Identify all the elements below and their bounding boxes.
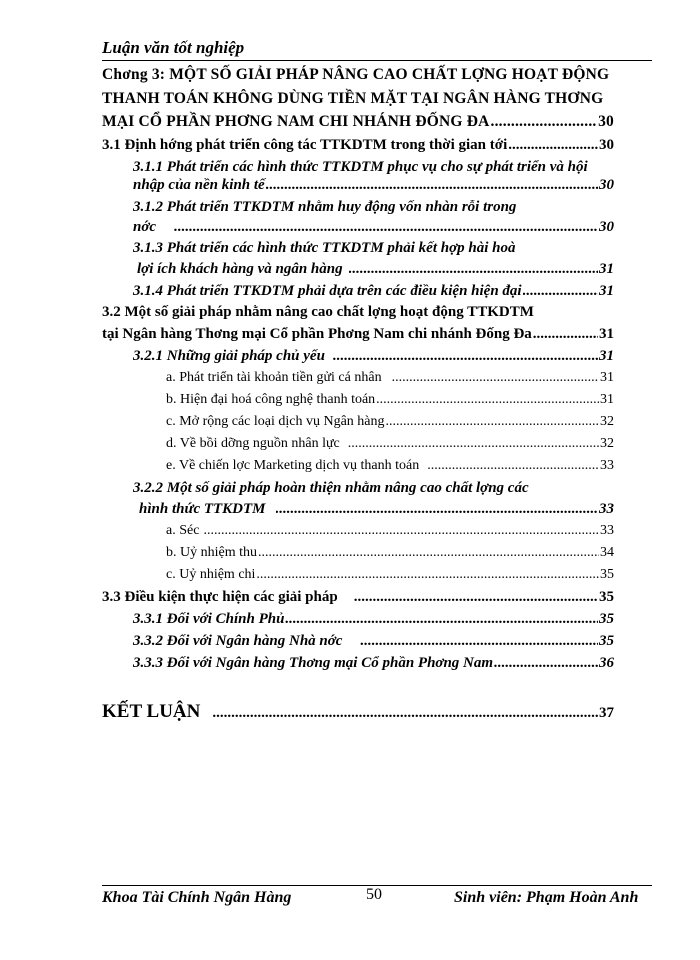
toc-entry-3-2-line-1[interactable]: 3.2 Một số giải pháp nhằm nâng cao chất lợng hoạt động TTKDTM	[102, 304, 534, 320]
toc-entry-label: a. Séc	[166, 523, 200, 538]
leader-dots	[348, 436, 599, 452]
toc-entry-3-2-2-line-1[interactable]: 3.2.2 Một số giải pháp hoàn thiện nhằm nâng cao chất lợng các	[133, 480, 529, 496]
toc-entry-3-2-1-d[interactable]	[166, 436, 614, 452]
toc-entry-3-1-3[interactable]	[137, 261, 614, 278]
leader-dots	[258, 545, 599, 561]
chapter-heading-text: MẠI CỔ PHẦN PHƠNG NAM CHI NHÁNH ĐỐNG ĐA	[102, 113, 490, 130]
toc-entry-label: 3.2.1 Những giải pháp chủ yếu	[133, 348, 325, 364]
page-number: 33	[599, 501, 614, 517]
leader-dots	[427, 458, 599, 474]
toc-entry-3-3-2[interactable]	[133, 633, 614, 650]
toc-entry-3-2-2-a[interactable]	[166, 523, 614, 539]
page-number: 30	[599, 177, 614, 193]
leader-dots	[354, 589, 598, 606]
page-number: 31	[599, 261, 614, 277]
page-number: 35	[600, 567, 614, 582]
footer-student: Sinh viên: Phạm Hoàn Anh	[454, 889, 639, 906]
page-number: 31	[599, 283, 614, 299]
page-number: 32	[600, 436, 614, 451]
toc-entry-label: a. Phát triển tài khoản tiền gửi cá nhân	[166, 370, 382, 385]
page-number: 30	[598, 113, 614, 130]
toc-entry-3-3-3[interactable]	[133, 655, 614, 672]
leader-dots	[349, 261, 598, 278]
toc-entry-3-2-1-a[interactable]	[166, 370, 614, 386]
chapter-heading-line-2: THANH TOÁN KHÔNG DÙNG TIỀN MẶT TẠI NGÂN HÀNG THƠNG	[102, 90, 604, 107]
leader-dots	[494, 655, 598, 672]
toc-entry-label: e. Về chiến lợc Marketing dịch vụ thanh toán	[166, 458, 420, 473]
leader-dots	[376, 392, 599, 408]
toc-entry-label: hình thức TTKDTM	[139, 501, 266, 517]
toc-entry-label: 3.3.2 Đối với Ngân hàng Nhà nớc	[133, 633, 343, 649]
page-number: 30	[599, 137, 614, 153]
toc-entry-label: nhập của nền kinh tế	[133, 177, 265, 193]
page-number: 31	[599, 348, 614, 364]
footer-department: Khoa Tài Chính Ngân Hàng	[102, 889, 292, 906]
page-number: 37	[599, 705, 614, 721]
toc-entry-3-2-1-b[interactable]	[166, 392, 614, 408]
toc-entry-label: lợi ích khách hàng và ngân hàng	[137, 261, 343, 277]
toc-entry-label: 3.3 Điều kiện thực hiện các giải pháp	[102, 589, 338, 605]
header-title: Luận văn tốt nghiệp	[102, 38, 245, 57]
toc-entry-3-1-1-line-1[interactable]: 3.1.1 Phát triển các hình thức TTKDTM phục vụ cho sự phát triển và hội	[133, 159, 588, 175]
toc-entry-3-1-4[interactable]	[133, 283, 614, 300]
toc-entry-label: b. Hiện đại hoá công nghệ thanh toán	[166, 392, 376, 407]
leader-dots	[256, 567, 599, 583]
toc-entry-3-1-2-line-1[interactable]: 3.1.2 Phát triển TTKDTM nhằm huy động vốn nhàn rỗi trong	[133, 199, 517, 215]
toc-entry-3-2-1-c[interactable]	[166, 414, 614, 430]
leader-dots	[392, 370, 599, 386]
toc-entry-label: KẾT LUẬN	[102, 701, 201, 722]
leader-dots	[276, 501, 598, 518]
chapter-heading-line-1: Chơng 3: MỘT SỐ GIẢI PHÁP NÂNG CAO CHẤT LỢNG HOẠT ĐỘNG	[102, 66, 610, 83]
leader-dots	[360, 633, 598, 650]
page-number: 35	[599, 633, 614, 649]
leader-dots	[491, 113, 598, 131]
chapter-heading-line-3	[102, 113, 614, 131]
toc-entry-label: 3.1.4 Phát triển TTKDTM phải dựa trên các điều kiện hiện đại	[133, 283, 522, 299]
page-number: 36	[599, 655, 614, 671]
leader-dots	[266, 177, 598, 194]
leader-dots	[203, 523, 599, 539]
toc-entry-label: 3.3.3 Đối với Ngân hàng Thơng mại Cổ phần Phơng Nam	[133, 655, 494, 671]
toc-entry-3-3-1[interactable]	[133, 611, 614, 628]
page-number: 31	[600, 370, 614, 385]
leader-dots	[533, 326, 598, 343]
page-number: 30	[599, 219, 614, 235]
leader-dots	[212, 705, 598, 722]
toc-entry-label: nớc	[133, 219, 157, 235]
leader-dots	[386, 414, 599, 430]
page-number: 34	[600, 545, 614, 560]
toc-entry-label: 3.1 Định hớng phát triển công tác TTKDTM trong thời gian tới	[102, 137, 508, 153]
toc-entry-conclusion[interactable]	[102, 701, 614, 723]
toc-entry-label: tại Ngân hàng Thơng mại Cổ phần Phơng Nam chi nhánh Đống Đa	[102, 326, 532, 342]
toc-entry-label: d. Về bồi dỡng nguồn nhân lực	[166, 436, 340, 451]
toc-entry-3-2-2[interactable]	[139, 501, 614, 518]
page-number: 31	[599, 326, 614, 342]
page-number: 35	[599, 611, 614, 627]
toc-entry-label: c. Uỷ nhiệm chi	[166, 567, 256, 582]
page-number: 35	[599, 589, 614, 605]
toc-entry-3-1-3-line-1[interactable]: 3.1.3 Phát triển các hình thức TTKDTM phải kết hợp hài hoà	[133, 240, 516, 256]
toc-entry-3-2-2-b[interactable]	[166, 545, 614, 561]
header-rule	[102, 60, 652, 61]
leader-dots	[333, 348, 598, 365]
toc-entry-3-1[interactable]	[102, 137, 614, 154]
footer-page-number: 50	[366, 886, 382, 903]
page-number: 33	[600, 523, 614, 538]
toc-entry-3-2[interactable]	[102, 326, 614, 343]
toc-entry-3-2-1-e[interactable]	[166, 458, 614, 474]
page-number: 32	[600, 414, 614, 429]
leader-dots	[174, 219, 598, 236]
leader-dots	[523, 283, 598, 300]
toc-entry-3-1-1[interactable]	[133, 177, 614, 194]
toc-entry-3-3[interactable]	[102, 589, 614, 606]
page-number: 31	[600, 392, 614, 407]
page-number: 33	[600, 458, 614, 473]
toc-entry-3-2-1[interactable]	[133, 348, 614, 365]
leader-dots	[285, 611, 598, 628]
toc-entry-label: b. Uỷ nhiệm thu	[166, 545, 257, 560]
toc-entry-3-2-2-c[interactable]	[166, 567, 614, 583]
leader-dots	[508, 137, 598, 154]
toc-entry-label: c. Mở rộng các loại dịch vụ Ngân hàng	[166, 414, 385, 429]
toc-entry-label: 3.3.1 Đối với Chính Phủ	[133, 611, 285, 627]
toc-entry-3-1-2[interactable]	[133, 219, 614, 236]
